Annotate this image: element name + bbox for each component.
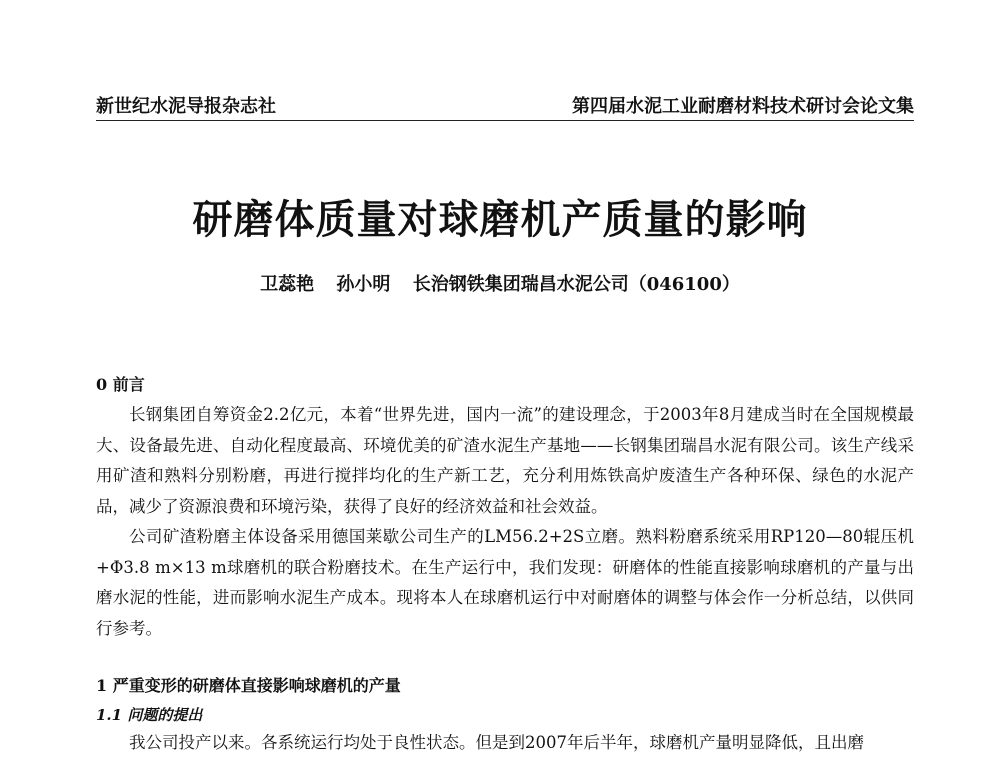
affiliation: 长治钢铁集团瑞昌水泥公司（046100） <box>412 274 740 295</box>
header-proceedings: 第四届水泥工业耐磨材料技术研讨会论文集 <box>572 96 914 117</box>
paper-title: 研磨体质量对球磨机产质量的影响 <box>192 196 808 243</box>
running-header <box>96 92 914 121</box>
author-1: 卫蕊艳 <box>260 274 315 295</box>
paragraph-1: 长钢集团自筹资金2.2亿元，本着“世界先进，国内一流”的建设理念，于2003年8月建成当时在全国规模最大、设备最先进、自动化程度最高、环境优美的矿渣水泥生产基地——长钢集团瑞昌水泥有限公司。该生产线采用矿渣和熟料分别粉磨，再进行搅拌均化的生产新工艺，充分利用炼铁高炉废渣生产各种环保、绿色的水泥产品，减少了资源浪费和环境污染，获得了良好的经济效益和社会效益。 <box>96 405 914 516</box>
header-publisher: 新世纪水泥导报杂志社 <box>96 96 276 117</box>
paragraph-3: 我公司投产以来。各系统运行均处于良性状态。但是到2007年后半年，球磨机产量明显降低，且出磨 <box>129 733 864 752</box>
paragraph-2: 公司矿渣粉磨主体设备采用德国莱歇公司生产的LM56.2+2S立磨。熟料粉磨系统采用RP120—80辊压机+Φ3.8 m×13 m球磨机的联合粉磨技术。在生产运行中，我们发现：研磨体的性能直接影响球磨机的产量与出磨水泥的性能，进而影响水泥生产成本。现将本人在球磨机运行中对耐磨体的调整与体会作一分析总结，以供同行参考。 <box>96 527 914 638</box>
section-heading-1: 1 严重变形的研磨体直接影响球磨机的产量 <box>96 676 401 695</box>
subsection-heading-1-1: 1.1 问题的提出 <box>96 706 203 724</box>
section-heading-0: 0 前言 <box>96 375 145 394</box>
author-line <box>0 270 1000 296</box>
author-2: 孙小明 <box>336 274 391 295</box>
